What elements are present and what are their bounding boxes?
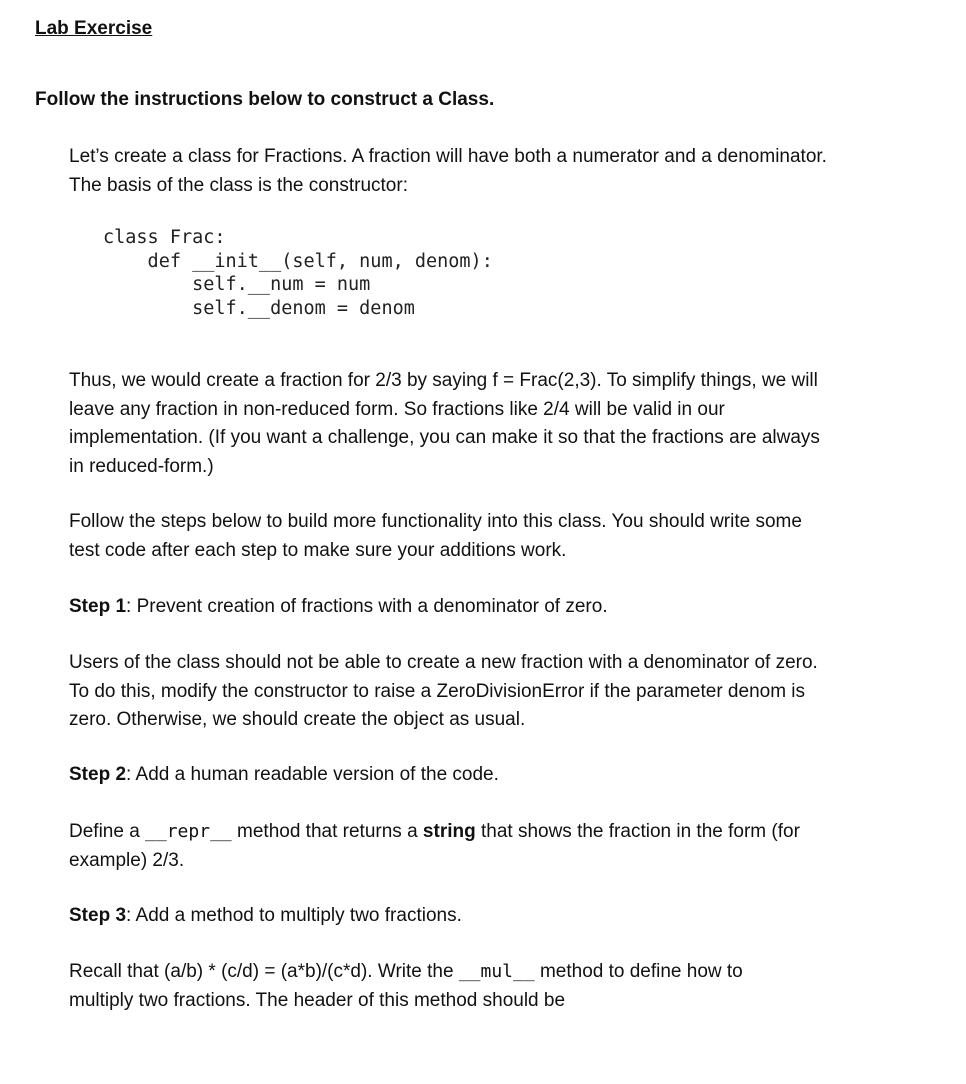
step3-line-2: multiply two fractions. The header of this method should be xyxy=(69,989,566,1011)
intro-paragraph xyxy=(69,143,939,200)
document-title: Lab Exercise xyxy=(35,18,153,39)
code-block xyxy=(103,226,493,320)
step1-line-3: zero. Otherwise, we should create the object as usual. xyxy=(69,709,526,730)
thus-line-3: implementation. (If you want a challenge, you can make it so that the fractions are always xyxy=(69,427,820,448)
step3-recall-prefix: Recall that (a/b) * (c/d) = (a*b)/(c*d). Write the xyxy=(69,961,459,982)
step2-define-suffix: that shows the fraction in the form (for xyxy=(475,821,800,842)
step1-title: : Prevent creation of fractions with a denominator of zero. xyxy=(126,596,608,617)
step3-paragraph xyxy=(69,958,939,1015)
code-line-1: class Frac: xyxy=(103,227,226,248)
step2-define-mid: method that returns a xyxy=(231,821,423,842)
thus-paragraph xyxy=(69,367,939,481)
step3-label: Step 3 xyxy=(69,905,127,926)
repr-method-name: __repr__ xyxy=(145,821,232,842)
step1-line-2: To do this, modify the constructor to raise a ZeroDivisionError if the parameter denom is xyxy=(69,680,806,702)
code-line-3: self.__num = num xyxy=(103,274,371,295)
code-line-2: def __init__(self, num, denom): xyxy=(103,250,493,272)
step2-title: : Add a human readable version of the code. xyxy=(126,764,499,785)
step1-line-1: Users of the class should not be able to create a new fraction with a denominator of zero. xyxy=(69,652,818,673)
step2-line-2: example) 2/3. xyxy=(69,849,185,871)
step2-label: Step 2 xyxy=(69,764,127,785)
string-keyword: string xyxy=(422,821,476,842)
step2-define-prefix: Define a xyxy=(69,821,146,842)
intro-line-2: The basis of the class is the constructor: xyxy=(69,174,408,196)
step1-label: Step 1 xyxy=(69,596,127,617)
intro-line-1: Let’s create a class for Fractions. A fraction will have both a numerator and a denominator. xyxy=(69,146,827,167)
step2-paragraph xyxy=(69,818,939,875)
follow-paragraph xyxy=(69,508,939,565)
follow-line-1: Follow the steps below to build more functionality into this class. You should write some xyxy=(69,511,802,532)
instructions-heading: Follow the instructions below to construct a Class. xyxy=(35,89,495,110)
step2-heading xyxy=(69,761,939,790)
step1-heading xyxy=(69,593,939,622)
thus-line-4: in reduced-form.) xyxy=(69,455,214,477)
step3-heading xyxy=(69,902,939,931)
step3-title: : Add a method to multiply two fractions. xyxy=(126,905,462,926)
thus-line-1: Thus, we would create a fraction for 2/3 by saying f = Frac(2,3). To simplify things, we will xyxy=(69,370,818,391)
step3-recall-suffix: method to define how to xyxy=(534,961,743,982)
follow-line-2: test code after each step to make sure your additions work. xyxy=(69,539,567,561)
code-line-4: self.__denom = denom xyxy=(103,297,415,319)
thus-line-2: leave any fraction in non-reduced form. So fractions like 2/4 will be valid in our xyxy=(69,398,725,420)
mul-method-name: __mul__ xyxy=(458,961,535,982)
step1-paragraph xyxy=(69,649,939,735)
